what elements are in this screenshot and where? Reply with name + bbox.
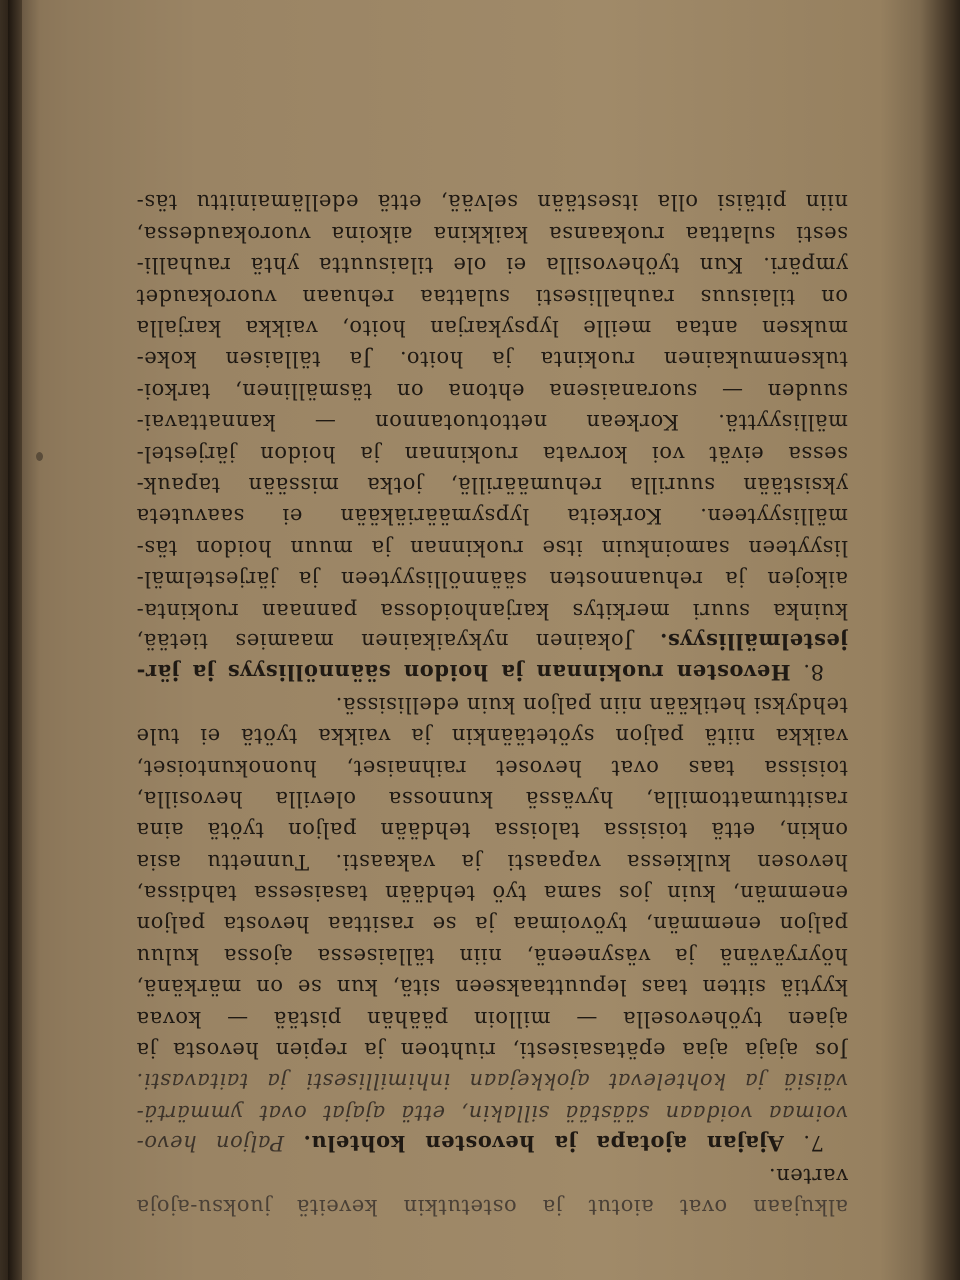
line-text: höyryävänä ja väsyneenä, niin tällaisessa ajossa kuluu <box>136 943 848 968</box>
line-text: niin pitäisi olla itsestään selvää, että edellämainittu täs- <box>136 190 848 215</box>
line-text: yksistään suurilla rehumäärillä, jotka missään tapauk- <box>136 473 848 498</box>
text-line <box>136 374 848 405</box>
section-text: Jokainen nykyaikainen maamies tietää, <box>136 628 633 653</box>
text-line <box>136 626 848 657</box>
line-text: kuinka suuri merkitys karjanhoidossa pannaan ruokinta- <box>136 598 848 623</box>
line-text: mällisyyttä. Korkean nettotuotannon — kannattavai- <box>136 410 848 435</box>
text-line <box>136 531 848 562</box>
line-text: toisissa taas ovat hevoset raihnaiset, huonokuntoiset, <box>136 755 848 780</box>
text-line <box>136 657 848 688</box>
line-text: ajaen työhevosella — milloin päähän pistää — kovaa <box>136 1006 848 1031</box>
line-text: rasittumattomilla, hyvässä kunnossa olevilla hevosilla, <box>136 786 848 811</box>
line-text: aikojen ja rehuannosten säännöllisyyteen ja järjestelmäl- <box>136 567 848 592</box>
section-heading: jestelmällisyys. <box>659 628 848 654</box>
line-text: suuden — suoranaisena ehtona on täsmällinen, tarkoi- <box>136 378 848 403</box>
text-line <box>136 500 848 531</box>
line-text: kyytiä sitten taas lepuuttaakseen sitä, kun se on märkänä, <box>136 975 848 1000</box>
line-text: sessa eivät voi korvata ruokinnan ja hoidon järjestel- <box>136 441 848 466</box>
text-line <box>136 249 848 280</box>
text-line <box>136 720 848 751</box>
text-line <box>136 1096 848 1127</box>
text-line <box>136 1128 848 1159</box>
section-text: Paljon hevo- <box>136 1131 285 1156</box>
text-line <box>136 1065 848 1096</box>
line-text: tehdyksi hetikään niin paljon kuin edellisissä. <box>335 692 848 717</box>
line-text: tuksenmukainen ruokinta ja hoito. Ja tällaisen koke- <box>136 347 848 372</box>
line-text: muksen antaa meille lypsykarjan hoito, vaikka karjalla <box>136 316 848 341</box>
text-line <box>136 343 848 374</box>
section-heading: Hevosten ruokinnan ja hoidon säännöllisyys ja jär- <box>136 660 791 686</box>
section-number: 8. <box>802 660 824 685</box>
line-text: voimaa voidaan säästää sillakin, että ajajat ovat ymmärtä- <box>136 1100 848 1125</box>
text-line <box>136 1191 848 1222</box>
text-line <box>136 688 848 719</box>
text-line <box>136 218 848 249</box>
line-text: enemmän, kuin jos sama työ tehdään tasaisessa tahdissa, <box>136 881 848 906</box>
page-text-block <box>136 186 848 1222</box>
line-text: sesti sulattaa ruokaansa kaikkina aikoina vuorokaudessa, <box>136 221 848 246</box>
text-line <box>136 845 848 876</box>
text-line <box>136 971 848 1002</box>
text-line <box>136 783 848 814</box>
line-text: ympäri. Kun työhevosilla ei ole tilaisuutta yhtä rauhalli- <box>136 253 848 278</box>
text-line <box>136 280 848 311</box>
text-line <box>136 751 848 782</box>
line-text: varten. <box>768 1163 848 1188</box>
text-line <box>136 469 848 500</box>
line-text: paljon enemmän, työvoimaa ja se rasittaa hevosta paljon <box>136 912 848 937</box>
text-line <box>136 1159 848 1190</box>
section-number: 7. <box>802 1131 824 1156</box>
text-line <box>136 1002 848 1033</box>
text-line <box>136 939 848 970</box>
line-text: lisyyteen samoinkuin itse ruokinnan ja muun hoidon täs- <box>136 535 848 560</box>
text-line <box>136 186 848 217</box>
text-line <box>136 1034 848 1065</box>
line-text: on tilaisuus rauhallisesti sulattaa rehuaan vuorokaudet <box>136 284 848 309</box>
text-line <box>136 814 848 845</box>
line-text: hevosen kulkiessa vapaasti ja vakaasti. Tunnettu asia <box>136 849 848 874</box>
text-line <box>136 908 848 939</box>
line-text: väisiä ja kohtelevat ajokkejaan inhimillisesti ja taitavasti. <box>136 1069 848 1094</box>
line-text: mällisyyteen. Korkeita lypsymääriäkään ei saavuteta <box>136 504 848 529</box>
line-text: vaikka niitä paljon syötetäänkin ja vaikka työtä ei tule <box>136 724 848 749</box>
text-line <box>136 312 848 343</box>
text-line <box>136 877 848 908</box>
line-text: Jos ajaja ajaa epätasaisesti, riuhtoen ja repien hevosta ja <box>136 1038 848 1063</box>
line-text: onkin, että toisissa taloissa tehdään paljon työtä aina <box>136 818 848 843</box>
text-line <box>136 437 848 468</box>
line-text: alkujaan ovat aiotut ja ostetutkin keveitä juoksu-ajoja <box>136 1195 848 1219</box>
text-line <box>136 594 848 625</box>
text-line <box>136 563 848 594</box>
section-heading: Ajajan ajotapa ja hevosten kohtelu. <box>302 1131 784 1157</box>
text-line <box>136 406 848 437</box>
